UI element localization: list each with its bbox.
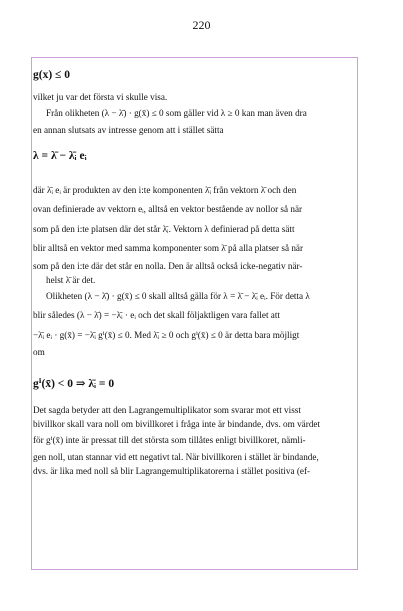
paragraph-5-line-2: bivillkor skall vara noll om bivillkoret i fråga inte är bindande, dvs. om värdet xyxy=(33,418,321,429)
paragraph-4-line-3: −λ̄ᵢ eᵢ · g(x̄) = −λ̄ᵢ gⁱ(x̄) ≤ 0. Med λ̄ᵢ ≥ 0 och gⁱ(x̄) ≤ 0 är detta bara möjligt xyxy=(33,329,300,340)
paragraph-4-line-4: om xyxy=(33,347,45,357)
paragraph-5-line-1: Det sagda betyder att den Lagrangemultiplikator som svarar mot ett visst xyxy=(33,404,301,415)
paragraph-2-line-2: en annan slutsats av intresse genom att i stället sätta xyxy=(33,125,224,135)
paragraph-5-line-5: dvs. är lika med noll så blir Lagrangemultiplikatorerna i stället positiva (ef- xyxy=(33,466,311,476)
paragraph-3-line-2: ovan definierade av vektorn eᵢ, alltså en vektor bestående av nollor så när xyxy=(33,204,303,214)
paragraph-4-line-2: blir således (λ − λ̄) = −λ̄ᵢ · eᵢ och det skall följaktligen vara fallet att xyxy=(33,310,280,320)
page-content xyxy=(33,62,358,478)
paragraph-4-line-1: Olikheten (λ − λ̄) · g(x̄) ≤ 0 skall alltså gälla för λ = λ̄ − λ̄ᵢ eᵢ. För detta λ xyxy=(46,290,310,301)
formula-lambda-definition: λ = λ̄ − λ̄ᵢ eᵢ xyxy=(33,150,87,162)
paragraph-3-line-6: helst λ̄ är det. xyxy=(46,274,96,285)
formula-complementary-slackness: gⁱ(x̄) < 0 ⇒ λ̄ᵢ = 0 xyxy=(33,378,115,390)
paragraph-1: vilket ju var det första vi skulle visa. xyxy=(33,91,168,102)
paragraph-3-line-5: som på den i:te där det står en nolla. Den är alltså också icke-negativ när- xyxy=(33,260,303,271)
paragraph-5-line-3: för gⁱ(x̄) inte är pressat till det största som tillåtes enligt bivillkoret, nämli- xyxy=(33,434,306,445)
paragraph-3-line-1: där λ̄ᵢ eᵢ är produkten av den i:te komponenten λ̄ᵢ från vektorn λ̄ och den xyxy=(33,184,297,195)
paragraph-5-line-4: gen noll, utan stannar vid ett negativt tal. När bivillkoren i stället är bindande, xyxy=(33,452,319,462)
formula-g-nonpositive: g(x) ≤ 0 xyxy=(33,69,70,81)
paragraph-2-line-1: Från olikheten (λ − λ̄) · g(x̄) ≤ 0 som gäller vid λ ≥ 0 kan man även dra xyxy=(46,107,307,118)
page-number: 220 xyxy=(192,18,211,32)
paragraph-3-line-3: som på den i:te platsen där det står λ̄ᵢ. Vektorn λ definierad på detta sätt xyxy=(33,223,295,234)
paragraph-3-line-4: blir alltså en vektor med samma komponenter som λ̄ på alla platser så när xyxy=(33,243,304,253)
